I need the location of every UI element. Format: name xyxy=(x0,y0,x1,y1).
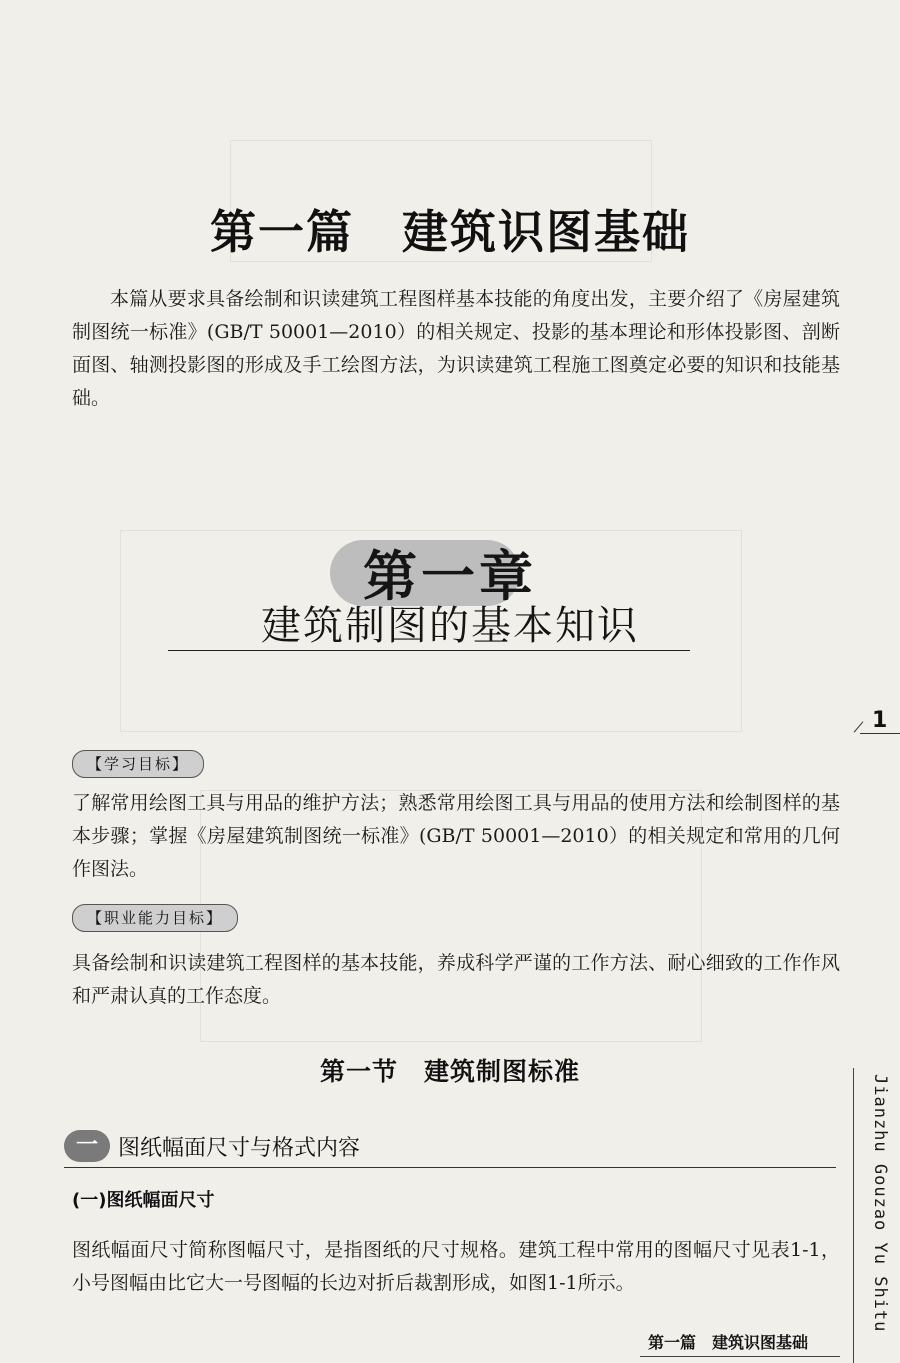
ability-goals-text: 具备绘制和识读建筑工程图样的基本技能，养成科学严谨的工作方法、耐心细致的工作作风和严肃认真的工作态度。 xyxy=(72,952,840,1007)
subsubsection-title: (一)图纸幅面尺寸 xyxy=(72,1190,215,1211)
page-number-rule xyxy=(860,733,900,734)
chapter-rule xyxy=(168,650,690,651)
learning-goals-text: 了解常用绘图工具与用品的维护方法；熟悉常用绘图工具与用品的使用方法和绘制图样的基本步骤；掌握《房屋建筑制图统一标准》(GB/T 50001—2010）的相关规定和常用的几何作图法。 xyxy=(72,792,840,880)
subsection-title: 图纸幅面尺寸与格式内容 xyxy=(118,1136,361,1161)
footer-rule xyxy=(640,1356,840,1357)
section-title: 第一节 建筑制图标准 xyxy=(319,1057,580,1086)
side-rail xyxy=(853,1068,854,1363)
learning-goals-tag: 【学习目标】 xyxy=(72,750,204,778)
subsection-rule xyxy=(64,1167,836,1168)
ability-goals-tag: 【职业能力目标】 xyxy=(72,904,238,932)
page-number-tick xyxy=(854,721,864,732)
body-paragraph: 图纸幅面尺寸简称图幅尺寸，是指图纸的尺寸规格。建筑工程中常用的图幅尺寸见表1-1，小号图幅由比它大一号图幅的长边对折后裁割形成，如图1-1所示。 xyxy=(72,1239,840,1294)
part-intro: 本篇从要求具备绘制和识读建筑工程图样基本技能的角度出发，主要介绍了《房屋建筑制图统一标准》(GB/T 50001—2010）的相关规定、投影的基本理论和形体投影图、剖断面图、轴测投影图的形成及手工绘图方法，为识读建筑工程施工图奠定必要的知识和技能基础。 xyxy=(72,288,840,409)
running-footer: 第一篇 建筑识图基础 xyxy=(648,1333,809,1352)
chapter-number-text: 第一章 xyxy=(363,545,537,608)
part-title: 第一篇 建筑识图基础 xyxy=(210,205,690,259)
subsection-number-badge: 一 xyxy=(64,1130,110,1162)
chapter-title: 建筑制图的基本知识 xyxy=(261,603,639,649)
side-book-title: Jianzhu Gouzao Yu Shitu xyxy=(870,1074,890,1333)
page-number: 1 xyxy=(872,708,888,733)
